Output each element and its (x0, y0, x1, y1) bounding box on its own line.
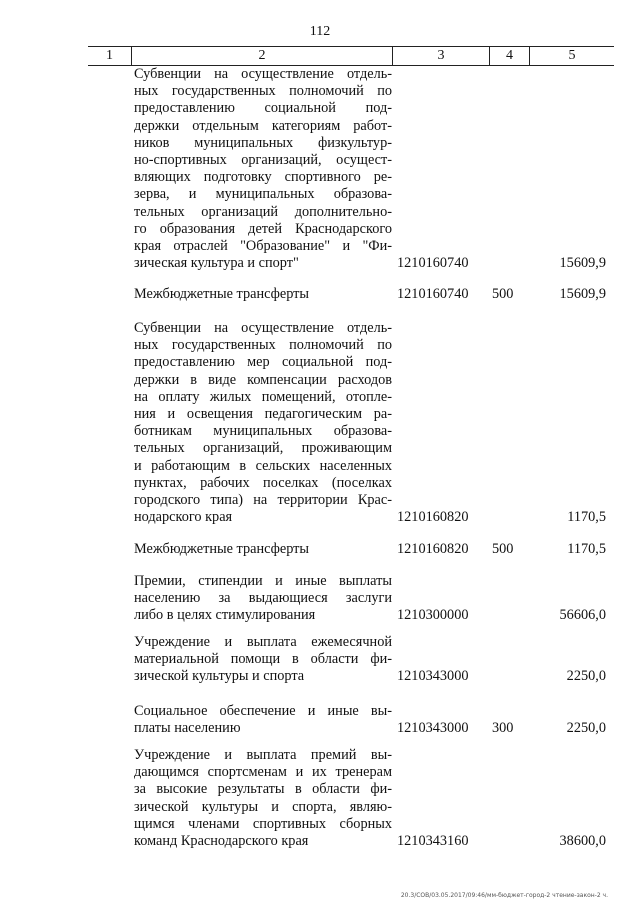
description-line: держки в виде компенсации расходов (134, 371, 392, 388)
description-line: зическая культура и спорт" (134, 255, 299, 272)
description-line: за высокие результаты в области фи- (134, 781, 392, 798)
description-line: края отраслей "Образование" и "Фи- (134, 238, 392, 255)
description-line: Премии, стипендии и иные выплаты (134, 573, 392, 589)
column-header-3: 3 (392, 47, 489, 65)
row-target-code: 1210160740 (397, 255, 469, 272)
row-description (134, 66, 392, 272)
description-line: Межбюджетные трансферты (134, 286, 310, 302)
description-line: предоставлению социальной под- (134, 100, 392, 117)
row-amount: 1170,5 (567, 541, 606, 557)
description-line: го образования детей Краснодарского (134, 220, 392, 237)
description-line: и работающим в сельских населенных (134, 457, 392, 474)
description-line: зической культуры и спорта (134, 668, 305, 685)
description-line: Межбюджетные трансферты (134, 541, 310, 557)
row-amount: 56606,0 (559, 607, 606, 624)
row-description (134, 573, 392, 625)
description-line: Учреждение и выплата премий вы- (134, 747, 392, 763)
row-description (134, 541, 392, 558)
row-amount: 15609,9 (559, 286, 606, 302)
description-line: ников муниципальных физкультур- (134, 134, 392, 151)
description-line: ботникам муниципальных образова- (134, 423, 392, 440)
description-line: ных государственных полномочий по (134, 337, 392, 354)
page-number: 112 (309, 24, 331, 39)
row-target-code: 1210343000 (397, 668, 469, 685)
description-line: материальной помощи в области фи- (134, 651, 392, 668)
row-description (134, 634, 392, 686)
description-line: тельных организаций дополнительно- (134, 203, 392, 220)
row-description (134, 703, 392, 737)
description-line: ния и освещения педагогическим ра- (134, 406, 392, 423)
row-amount: 38600,0 (559, 833, 606, 849)
description-line: пунктах, рабочих поселках (поселках (134, 474, 392, 491)
row-description (134, 320, 392, 526)
description-line: Субвенции на осуществление отдель- (134, 66, 392, 82)
column-header-2: 2 (131, 47, 392, 65)
row-amount: 2250,0 (566, 720, 606, 737)
row-expense-type: 300 (492, 720, 514, 737)
row-amount: 2250,0 (566, 668, 606, 685)
row-expense-type: 500 (492, 541, 514, 557)
description-line: зической культуры и спорта, являю- (134, 798, 392, 815)
description-line: команд Краснодарского края (134, 833, 309, 850)
description-line: платы населению (134, 720, 241, 737)
document-footer-path: 20.3/СОВ/03.05.2017/09:46/мм-бюджет-город-2 чтение-закон-2 ч. (400, 892, 608, 899)
row-description (134, 747, 392, 850)
row-target-code: 1210343160 (397, 833, 469, 849)
description-line: либо в целях стимулирования (134, 607, 316, 624)
row-target-code: 1210160740 (397, 286, 469, 302)
row-amount: 1170,5 (567, 509, 606, 526)
description-line: зерва, и муниципальных образова- (134, 186, 392, 203)
description-line: городского типа) на территории Крас- (134, 492, 392, 509)
column-header-1: 1 (106, 48, 113, 63)
row-target-code: 1210343000 (397, 720, 469, 737)
description-line: Учреждение и выплата ежемесячной (134, 634, 392, 650)
description-line: тельных организаций, проживающим (134, 440, 392, 457)
description-line: Субвенции на осуществление отдель- (134, 320, 392, 336)
row-target-code: 1210300000 (397, 607, 469, 624)
row-target-code: 1210160820 (397, 509, 469, 526)
description-line: предоставлению мер социальной под- (134, 354, 392, 371)
column-header-4: 4 (489, 47, 529, 65)
description-line: нодарского края (134, 509, 233, 526)
column-header-row (88, 46, 614, 66)
description-line: вляющих подготовку спортивного ре- (134, 169, 392, 186)
row-amount: 15609,9 (559, 255, 606, 272)
description-line: Социальное обеспечение и иные вы- (134, 703, 392, 719)
row-expense-type: 500 (492, 286, 514, 302)
row-target-code: 1210160820 (397, 541, 469, 557)
description-line: дающимся спортсменам и их тренерам (134, 764, 392, 781)
description-line: щимся членами спортивных сборных (134, 815, 392, 832)
description-line: ных государственных полномочий по (134, 83, 392, 100)
description-line: но-спортивных организаций, осущест- (134, 152, 392, 169)
description-line: на оплату жилых помещений, отопле- (134, 388, 392, 405)
column-header-5: 5 (529, 47, 614, 65)
row-description (134, 286, 392, 303)
description-line: населению за выдающиеся заслуги (134, 590, 392, 607)
description-line: держки отдельным категориям работ- (134, 117, 392, 134)
